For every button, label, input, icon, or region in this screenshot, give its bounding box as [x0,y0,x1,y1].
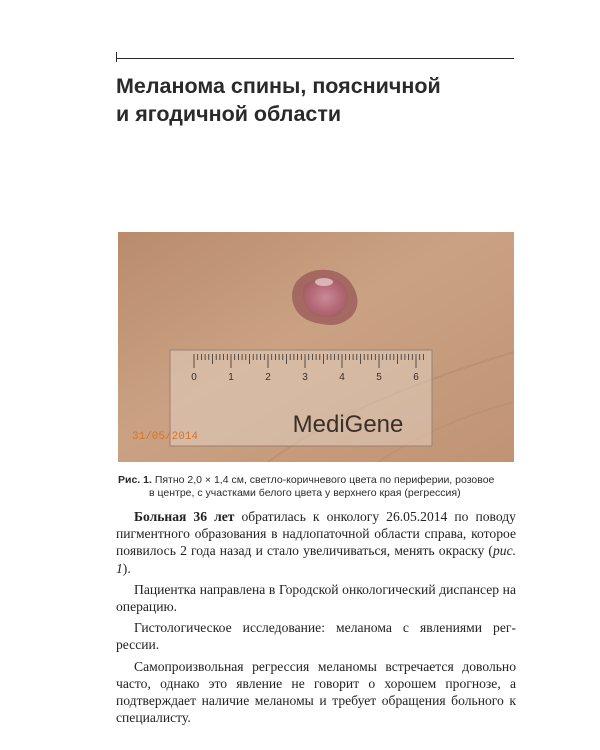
paragraph-2: Пациентка направлена в Городской онкологический диспансер на операцию. [116,581,516,615]
header-rule [116,58,514,59]
caption-text-line-1: Пятно 2,0 × 1,4 см, светло-коричневого цвета по периферии, розовое [154,474,495,486]
paragraph-1-text: обратилась к онкологу 26.05.2014 по поводу пигментного образования в надлопаточной области справа, которое появилось 2 года назад и стало увеличиваться, менять окраску ( [116,509,516,559]
paragraph-1 [116,508,516,577]
paragraph-3: Гистологическое исследование: меланома с явлениями регрессии. [116,620,516,653]
photo-date-stamp: 31/05/2014 [132,431,199,443]
caption-text-line-2: в центре, с участками белого цвета у верхнего края (регрессия) [149,487,461,499]
paragraph-4: Самопроизвольная регрессия меланомы встречается довольно часто, однако это явление не говорит о хорошем прогнозе, а подтверждает наличие меланомы и требует обращения больного к специалисту. [116,658,516,726]
ruler-number: 6 [413,372,419,383]
chapter-title [116,72,536,128]
lesion-regression-area [315,278,333,286]
ruler-number: 4 [339,372,345,383]
paragraph-1-end: ). [122,560,131,576]
figure-1-photo [118,232,514,462]
ruler-number: 0 [191,372,197,383]
ruler-brand-text: MediGene [292,411,404,438]
figure-label: Рис. 1. [118,474,152,486]
ruler-number: 3 [302,372,308,383]
chapter-title-line-2: и ягодичной области [116,102,342,126]
patient-intro: Больная 36 лет [134,509,235,524]
figure-1-caption [118,474,514,500]
header-rule-tick [116,52,117,62]
main-text [116,508,516,730]
figure-reference: рис. 1 [116,543,516,576]
ruler-number: 1 [228,372,234,383]
chapter-title-line-1: Меланома спины, поясничной [116,74,441,98]
ruler-number: 5 [376,372,382,383]
ruler-number: 2 [265,372,271,383]
